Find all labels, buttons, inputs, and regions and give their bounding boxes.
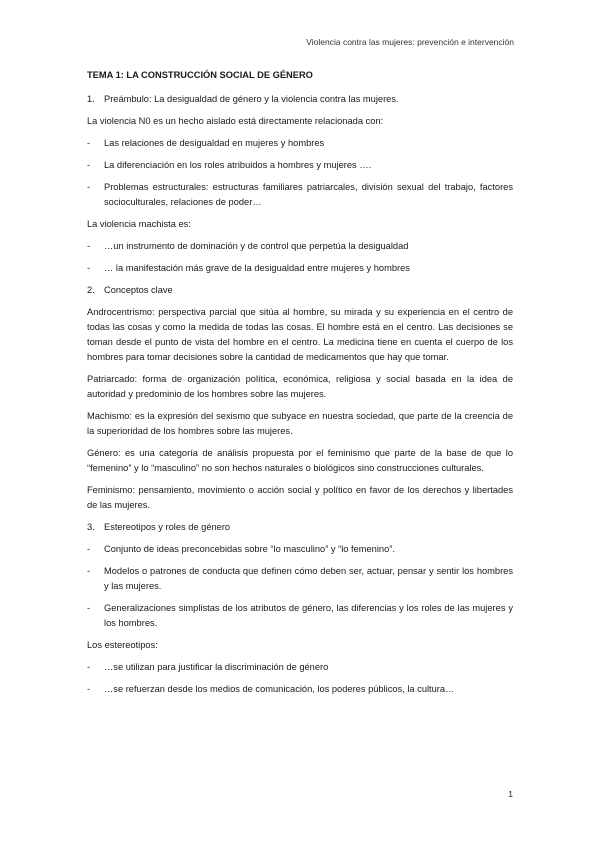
section-3-heading: 3. Estereotipos y roles de género	[87, 522, 231, 532]
list-item: - …se refuerzan desde los medios de comunicación, los poderes públicos, la cultura…	[87, 684, 455, 694]
concept-machismo: Machismo: es la expresión del sexismo que subyace en nuestra sociedad, que parte de la creencia de la superioridad de los hombres sobre las mujeres.	[87, 411, 513, 436]
list-item: - … la manifestación más grave de la desigualdad entre mujeres y hombres	[87, 263, 410, 273]
list-item: - Las relaciones de desigualdad en mujeres y hombres	[87, 138, 325, 148]
document-title: TEMA 1: LA CONSTRUCCIÓN SOCIAL DE GÉNERO	[87, 70, 313, 80]
running-header: Violencia contra las mujeres: prevención e intervención	[306, 37, 514, 47]
machista-paragraph: La violencia machista es:	[87, 219, 191, 229]
list-item: - Problemas estructurales: estructuras familiares patriarcales, división sexual del trabajo, factores socioculturales, relaciones de poder…	[87, 182, 513, 207]
list-item: - Conjunto de ideas preconcebidas sobre “lo masculino” y “lo femenino”.	[87, 544, 395, 554]
section-2-heading: 2. Conceptos clave	[87, 285, 173, 295]
estereotipos-paragraph: Los estereotipos:	[87, 640, 158, 650]
section-1-heading: 1. Preámbulo: La desigualdad de género y la violencia contra las mujeres.	[87, 94, 399, 104]
page-number: 1	[508, 789, 513, 799]
intro-paragraph: La violencia N0 es un hecho aislado está directamente relacionada con:	[87, 116, 384, 126]
concept-genero: Género: es una categoría de análisis propuesta por el feminismo que parte de la base de que lo “femenino” y lo “masculino” no son hechos naturales o biológicos sino construcciones culturales.	[87, 448, 513, 473]
document-body	[87, 64, 513, 704]
list-item: - Generalizaciones simplistas de los atributos de género, las diferencias y los roles de las mujeres y los hombres.	[87, 603, 513, 628]
concept-androcentrismo: Androcentrismo: perspectiva parcial que sitúa al hombre, su mirada y su experiencia en el centro de todas las cosas y como la medida de todas las cosas. El hombre está en el centro. Las decisiones se toman desde el punto de vista del hombre en el centro. La medicina tiene en cuenta el cuerpo de los hombres para tomar decisiones sobre la cantidad de medicamentos que hay que tomar.	[87, 307, 513, 362]
concept-patriarcado: Patriarcado: forma de organización política, económica, religiosa y social basada en la idea de autoridad y predominio de los hombres sobre las mujeres.	[87, 374, 513, 399]
list-item: - …un instrumento de dominación y de control que perpetúa la desigualdad	[87, 241, 409, 251]
list-item: - …se utilizan para justificar la discriminación de género	[87, 662, 329, 672]
list-item: - La diferenciación en los roles atribuidos a hombres y mujeres ….	[87, 160, 372, 170]
list-item: - Modelos o patrones de conducta que definen cómo deben ser, actuar, pensar y sentir los hombres y las mujeres.	[87, 566, 513, 591]
concept-feminismo: Feminismo: pensamiento, movimiento o acción social y político en favor de los derechos y libertades de las mujeres.	[87, 485, 513, 510]
